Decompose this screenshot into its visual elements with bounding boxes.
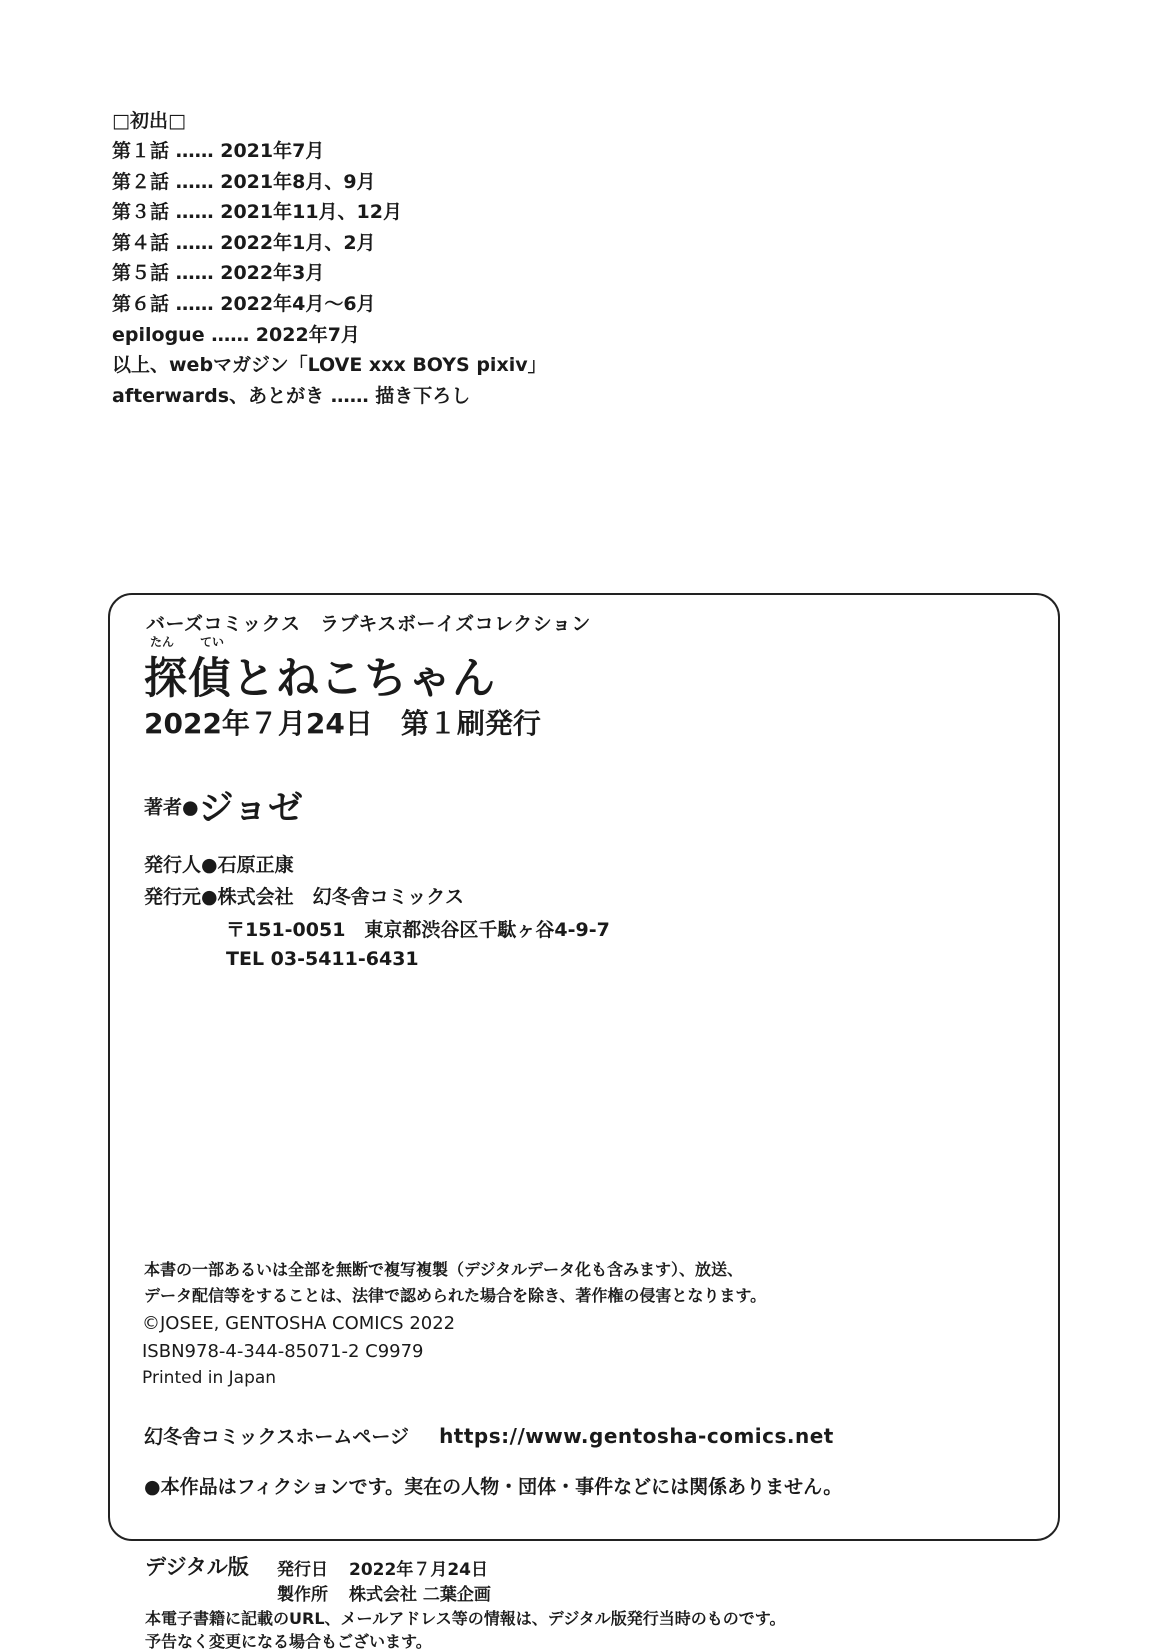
ruby-tan: たん: [150, 635, 175, 649]
issue-date-value: 2022年７月24日: [349, 1560, 488, 1580]
afterwards-row: afterwards、あとがき …… 描き下ろし: [112, 384, 471, 407]
digital-edition-info: [145, 1551, 1045, 1649]
fiction-notice: ●本作品はフィクションです。実在の人物・団体・事件などには関係ありません。: [144, 1476, 843, 1498]
maker-value: 株式会社 二葉企画: [349, 1585, 491, 1605]
series-name: バーズコミックス ラブキスボーイズコレクション: [146, 613, 591, 635]
epilogue-row: epilogue …… 2022年7月: [112, 323, 360, 346]
author-name: ジョゼ: [198, 789, 303, 829]
ruby-tei: てい: [200, 635, 225, 649]
publisher: 発行元●株式会社 幻冬舎コミックス: [144, 886, 465, 908]
legal-notice-line-1: 本書の一部あるいは全部を無断で複写複製（デジタルデータ化も含みます）、放送、: [144, 1260, 744, 1279]
chapter-2-row: 第２話 …… 2021年8月、9月: [112, 170, 376, 193]
maker-key: 製作所: [277, 1585, 328, 1605]
digital-issue-date: [277, 1555, 488, 1580]
chapter-6-row: 第６話 …… 2022年4月〜6月: [112, 292, 376, 315]
isbn: ISBN978-4-344-85071-2 C9979: [142, 1341, 424, 1362]
chapter-5-row: 第５話 …… 2022年3月: [112, 262, 325, 285]
legal-notice-line-2: データ配信等をすることは、法律で認められた場合を除き、著作権の侵害となります。: [144, 1286, 767, 1305]
magazine-row: 以上、webマガジン「LOVE xxx BOYS pixiv」: [112, 354, 547, 377]
publisher-tel: TEL 03-5411-6431: [226, 948, 419, 970]
printed-in: Printed in Japan: [142, 1368, 277, 1388]
homepage-label: 幻冬舎コミックスホームページ: [144, 1426, 410, 1448]
first-publication-heading: □初出□: [112, 110, 186, 132]
homepage-line: [144, 1422, 834, 1449]
publication-date: 2022年７月24日 第１刷発行: [144, 707, 541, 740]
homepage-url[interactable]: https://www.gentosha-comics.net: [439, 1424, 834, 1448]
digital-note-line-2: 予告なく変更になる場合もございます。: [145, 1632, 432, 1651]
publisher-person: 発行人●石原正康: [144, 854, 294, 876]
book-title: 探偵とねこちゃん: [144, 654, 496, 704]
digital-maker: [277, 1580, 491, 1605]
publisher-address: 〒151-0051 東京都渋谷区千駄ヶ谷4-9-7: [226, 919, 610, 941]
chapter-3-row: 第３話 …… 2021年11月、12月: [112, 201, 402, 224]
issue-date-key: 発行日: [277, 1560, 328, 1580]
digital-note-line-1: 本電子書籍に記載のURL、メールアドレス等の情報は、デジタル版発行当時のものです。: [145, 1609, 786, 1628]
first-publication-list: [112, 106, 812, 411]
chapter-1-row: 第１話 …… 2021年7月: [112, 140, 325, 162]
colophon-box: [108, 593, 1060, 1541]
author-line: [144, 781, 303, 831]
digital-edition-label: デジタル版: [145, 1555, 249, 1579]
chapter-4-row: 第４話 …… 2022年1月、2月: [112, 231, 376, 254]
author-label: 著者●: [144, 796, 199, 819]
copyright: ©JOSEE, GENTOSHA COMICS 2022: [142, 1313, 456, 1334]
